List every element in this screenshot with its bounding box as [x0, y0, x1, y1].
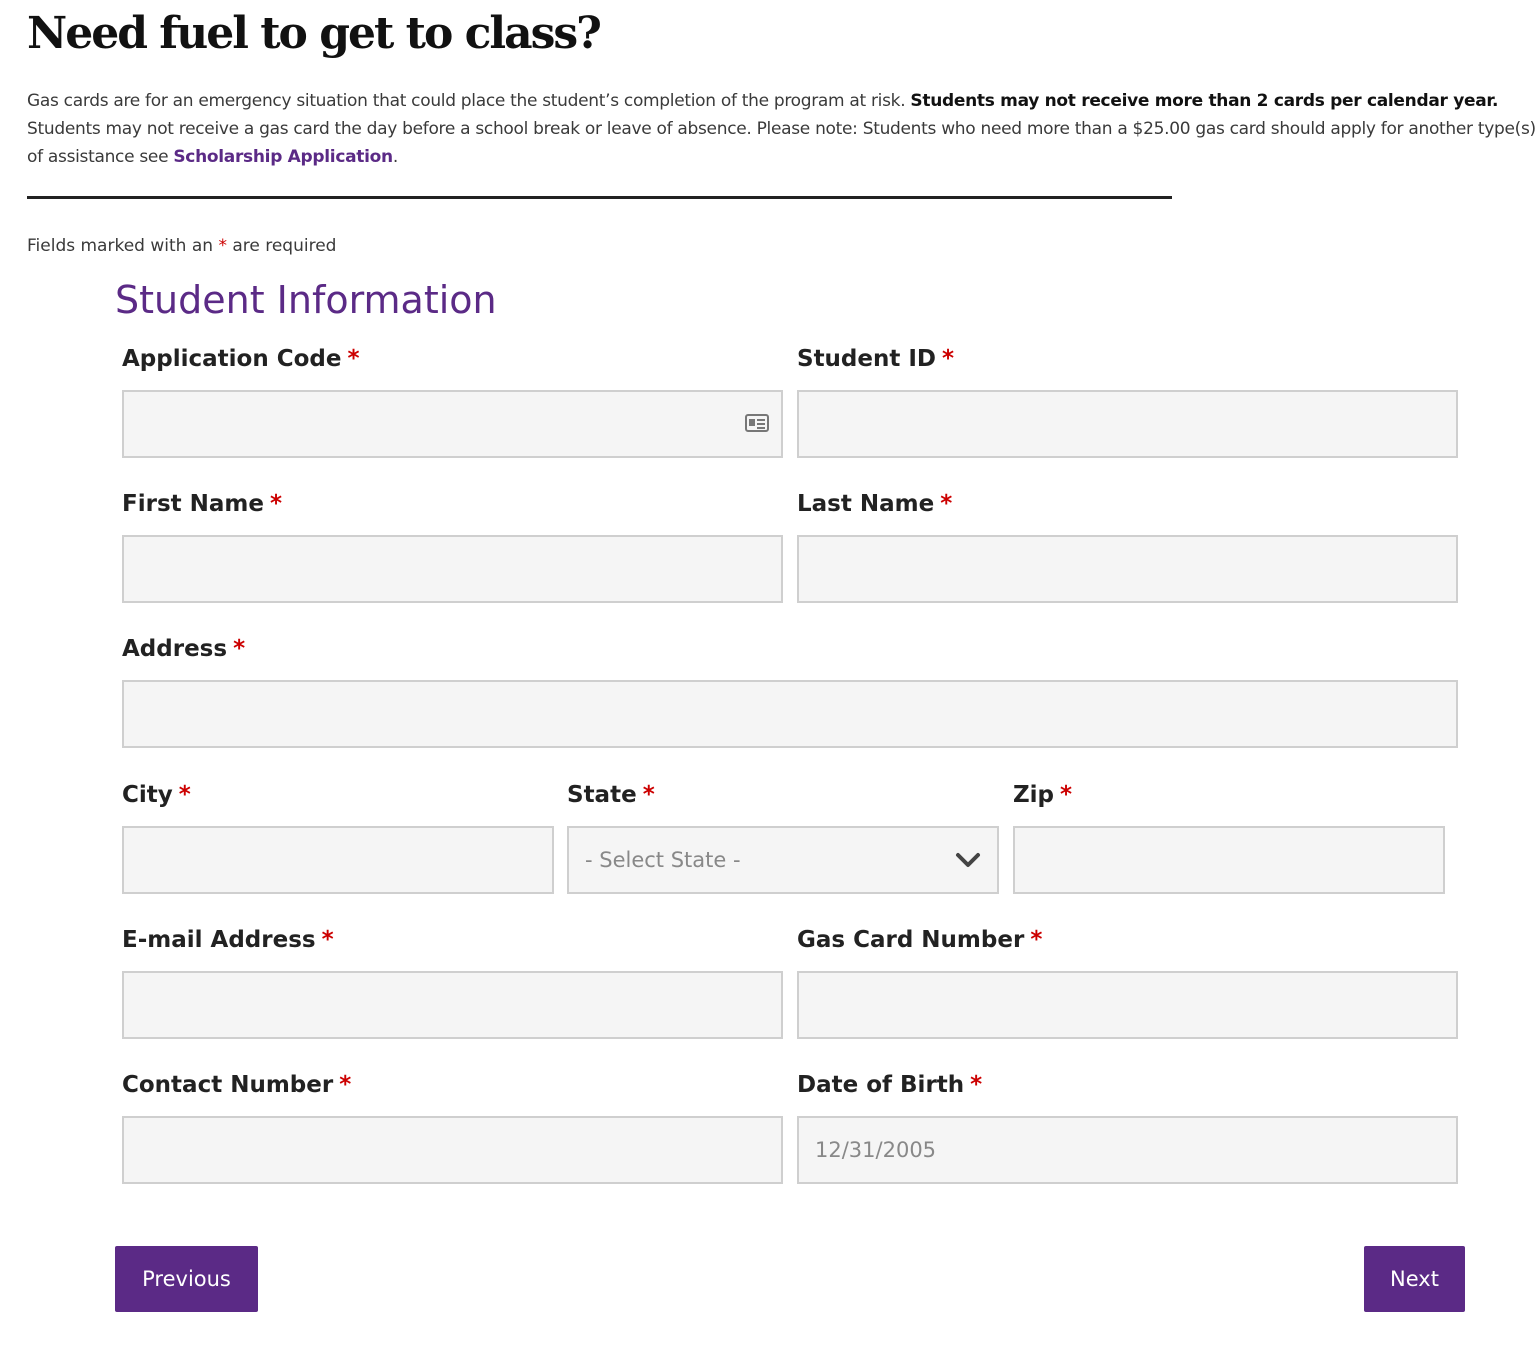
- first-name-label: [122, 491, 783, 529]
- contact-number-label: [122, 1072, 783, 1110]
- student-id-label-text: Student ID: [797, 346, 937, 372]
- zip-field: [1013, 782, 1445, 820]
- gas-card-number-field: [797, 927, 1458, 965]
- last-name-label: [797, 491, 1458, 529]
- contact-number-label-text: Contact Number: [122, 1072, 334, 1098]
- city-input[interactable]: [122, 826, 554, 894]
- state-label: [567, 782, 999, 820]
- application-code-input-wrap: [122, 390, 783, 458]
- contact-card-icon: [745, 413, 769, 433]
- last-name-field: [797, 491, 1458, 529]
- divider: [27, 196, 1172, 199]
- required-note-suffix: are required: [226, 236, 337, 256]
- city-field: [122, 782, 554, 820]
- gas-card-number-input[interactable]: [797, 971, 1458, 1039]
- required-marker: *: [178, 782, 191, 808]
- city-label-text: City: [122, 782, 173, 808]
- student-id-label: [797, 346, 1458, 384]
- previous-button[interactable]: Previous: [115, 1246, 258, 1312]
- email-label-text: E-mail Address: [122, 927, 316, 953]
- required-note-prefix: Fields marked with an: [27, 236, 219, 256]
- application-code-input[interactable]: [122, 390, 783, 458]
- required-marker: *: [940, 491, 953, 517]
- zip-label: [1013, 782, 1445, 820]
- intro-bold-text: Students may not receive more than 2 cards per calendar year.: [910, 91, 1499, 111]
- first-name-label-text: First Name: [122, 491, 264, 517]
- required-marker: *: [1060, 782, 1073, 808]
- date-of-birth-input[interactable]: [797, 1116, 1458, 1184]
- address-label: [122, 636, 1458, 674]
- intro-text: Gas cards are for an emergency situation that could place the student’s completion of the program at risk.: [27, 91, 911, 111]
- required-note-star: *: [218, 236, 227, 256]
- student-id-field: [797, 346, 1458, 384]
- first-name-field: [122, 491, 783, 529]
- required-fields-note: [27, 236, 336, 256]
- scholarship-application-link[interactable]: Scholarship Application: [173, 147, 393, 167]
- chevron-down-icon: [955, 851, 981, 869]
- application-code-field: [122, 346, 783, 384]
- address-field: [122, 636, 1458, 674]
- required-marker: *: [233, 636, 246, 662]
- contact-number-input[interactable]: [122, 1116, 783, 1184]
- zip-input[interactable]: [1013, 826, 1445, 894]
- required-marker: *: [347, 346, 360, 372]
- required-marker: *: [339, 1072, 352, 1098]
- address-input[interactable]: [122, 680, 1458, 748]
- intro-paragraph: [27, 87, 1538, 171]
- required-marker: *: [1030, 927, 1043, 953]
- state-select[interactable]: [567, 826, 999, 894]
- zip-label-text: Zip: [1013, 782, 1055, 808]
- last-name-input[interactable]: [797, 535, 1458, 603]
- last-name-label-text: Last Name: [797, 491, 935, 517]
- state-select-value: - Select State -: [585, 848, 741, 872]
- intro-end: .: [392, 147, 398, 167]
- next-button[interactable]: Next: [1364, 1246, 1465, 1312]
- state-field: [567, 782, 999, 872]
- page-title: Need fuel to get to class?: [27, 8, 600, 59]
- email-input[interactable]: [122, 971, 783, 1039]
- date-of-birth-field: [797, 1072, 1458, 1110]
- application-code-label: [122, 346, 783, 384]
- date-of-birth-label-text: Date of Birth: [797, 1072, 965, 1098]
- email-label: [122, 927, 783, 965]
- address-label-text: Address: [122, 636, 228, 662]
- required-marker: *: [970, 1072, 983, 1098]
- gas-card-number-label: [797, 927, 1458, 965]
- city-label: [122, 782, 554, 820]
- email-field: [122, 927, 783, 965]
- state-label-text: State: [567, 782, 637, 808]
- required-marker: *: [269, 491, 282, 517]
- required-marker: *: [942, 346, 955, 372]
- first-name-input[interactable]: [122, 535, 783, 603]
- application-code-label-text: Application Code: [122, 346, 342, 372]
- required-marker: *: [642, 782, 655, 808]
- gas-card-number-label-text: Gas Card Number: [797, 927, 1025, 953]
- intro-text-continued: Students may not receive a gas card the day before a school break or leave of absence. Please note: Students who need more than a $25.00 gas card should apply for another type(s) of assistance see: [27, 119, 1536, 167]
- section-heading: Student Information: [115, 278, 497, 322]
- required-marker: *: [321, 927, 334, 953]
- date-of-birth-label: [797, 1072, 1458, 1110]
- student-id-input[interactable]: [797, 390, 1458, 458]
- contact-number-field: [122, 1072, 783, 1110]
